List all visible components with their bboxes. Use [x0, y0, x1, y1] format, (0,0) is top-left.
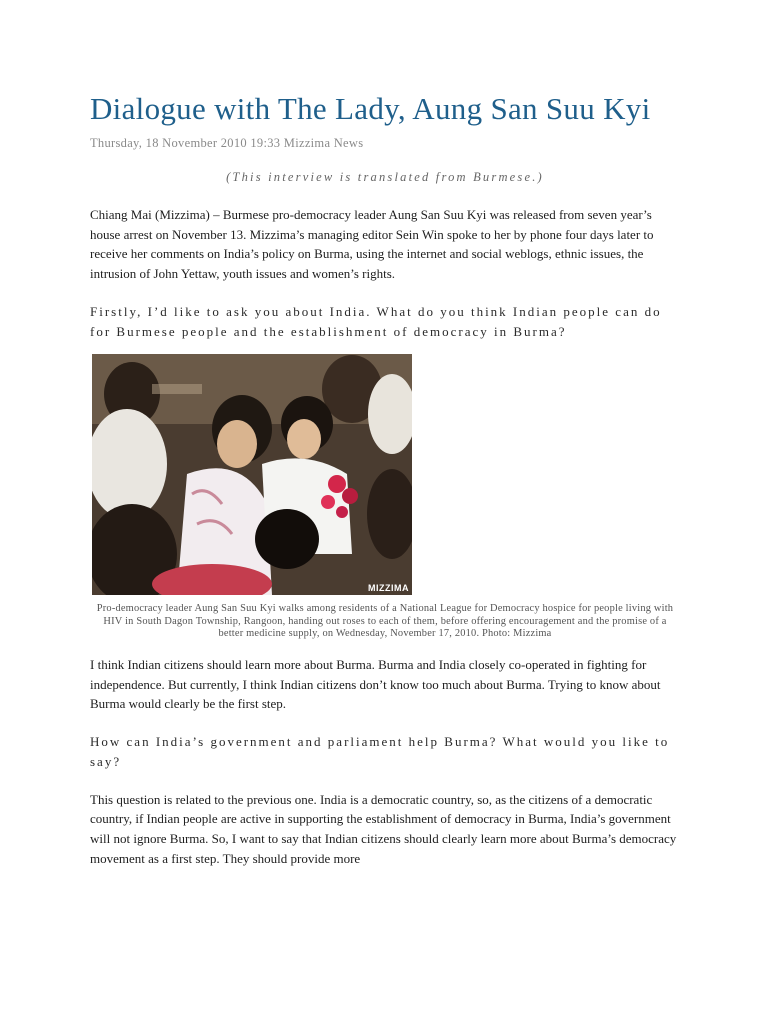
answer-2: This question is related to the previous one. India is a democratic country, so, as the citizens of a democratic country, if Indian people are active in supporting the establishment of democracy in Burma, India’s government will not ignore Burma. So, I want to say that Indian citizens should clearly learn more about Burma’s democracy movement as a first step. They should provide more	[90, 791, 677, 866]
article-title: Dialogue with The Lady, Aung San Suu Kyi	[90, 91, 651, 126]
photo-figure	[90, 354, 680, 641]
question-2: How can India’s government and parliament help Burma? What would you like to say?	[90, 734, 670, 769]
article	[90, 90, 680, 881]
article-meta: Thursday, 18 November 2010 19:33 Mizzima News	[90, 136, 364, 150]
translation-note: (This interview is translated from Burmese.)	[226, 170, 544, 184]
photo-caption: Pro-democracy leader Aung San Suu Kyi walks among residents of a National League for Democracy hospice for people living with HIV in South Dagon Township, Rangoon, handing out roses to each of them, before offering encouragement and the promise of a better medicine supply, on Wednesday, November 17, 2010. Photo: Mizzima	[96, 603, 674, 640]
question-1: Firstly, I’d like to ask you about India. What do you think Indian people can do for Burmese people and the establishment of democracy in Burma?	[90, 303, 662, 339]
answer-1: I think Indian citizens should learn more about Burma. Burma and India closely co-operated in fighting for independence. But currently, I think Indian citizens don’t know too much about Burma. Trying to know about Burma would clearly be the first step.	[90, 657, 661, 712]
article-photo	[92, 354, 412, 595]
intro-paragraph: Chiang Mai (Mizzima) – Burmese pro-democracy leader Aung San Suu Kyi was released from seven year’s house arrest on November 13. Mizzima’s managing editor Sein Win spoke to her by phone four days later to receive her comments on India’s policy on Burma, using the internet and social weblogs, ethnic issues, the intrusion of John Yettaw, youth issues and women’s rights.	[90, 207, 654, 282]
photo-watermark: MIZZIMA	[368, 583, 409, 594]
photo-illustration	[92, 354, 412, 595]
